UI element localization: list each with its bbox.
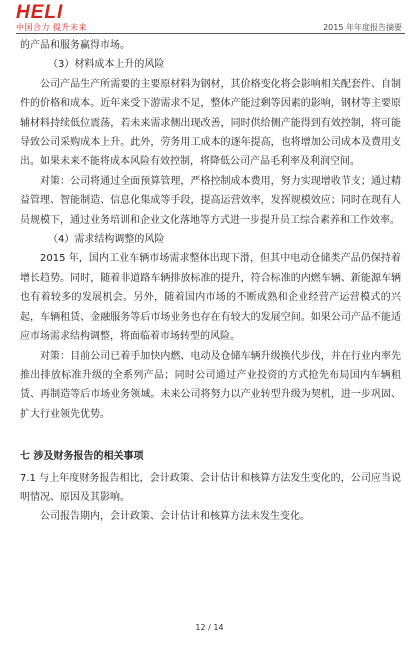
logo-mark: HELI [16, 2, 64, 23]
risk-4-description: 2015 年，国内工业车辆市场需求整体出现下滑，但其中电动仓储类产品仍保持着增长趋势。同时，随着非道路车辆排放标准的提升，符合标准的内燃车辆、新能源车辆也有着较多的发展机会。另外，随着国内市场的不断成熟和企业经营产运营模式的兴起，车辆租赁、金融服务等后市场业务也存在有较大的发展空间。如果公司产品不能适应市场需求结构调整，将面临着市场转型的风险。 [20, 253, 401, 343]
paragraph-continued: 的产品和服务赢得市场。 [20, 40, 130, 51]
report-title: 2015 年年度报告摘要 [323, 23, 402, 32]
page-content [20, 36, 401, 527]
item-7-1: 7.1 与上年度财务报告相比，会计政策、会计估计和核算方法发生变化的，公司应当说明情况、原因及其影响。 [20, 472, 401, 503]
logo-tagline: 中国合力 提升未来 [16, 23, 88, 32]
page-header [0, 0, 419, 34]
page-number: 12 / 14 [195, 623, 224, 632]
header-divider [16, 33, 405, 34]
risk-3-countermeasure: 对策：公司将通过全面预算管理，严格控制成本费用，努力实现增收节支；通过精益管理、智能制造、信息化集成等手段，提高运营效率，发挥规模效应；同时在现有人员规模下，通过业务培训和企业文化落地等方式进一步提升员工综合素养和工作效率。 [20, 175, 401, 226]
risk-3-description: 公司产品生产所需要的主要原材料为钢材，其价格变化将会影响相关配套件、自制件的价格和成本。近年来受下游需求不足，整体产能过剩等因素的影响，钢材等主要原辅材料持续低位震荡，若未来需求侧出现改善，同时供给侧产能得到有效控制，将可能导致公司采购成本上升。此外，劳务用工成本的逐年提高，也将增加公司成本及费用支出。如果未来不能将成本风险有效控制，将降低公司产品毛利率及利润空间。 [20, 78, 401, 168]
heli-logo [16, 4, 87, 33]
risk-4-heading: （4）需求结构调整的风险 [48, 234, 165, 246]
risk-3-heading: （3）材料成本上升的风险 [48, 59, 165, 71]
risk-4-countermeasure: 对策：目前公司已着手加快内燃、电动及仓储车辆升级换代步伐，并在行业内率先推出排放标准升级的全系列产品；同时公司通过产业投资的方式抢先布局国内车辆租赁、再制造等后市场业务领域。未来公司将努力以产业转型升级为契机，进一步巩固、扩大行业领先优势。 [20, 350, 401, 420]
section-7-heading: 七 涉及财务报告的相关事项 [20, 451, 144, 463]
item-7-1-answer: 公司报告期内，会计政策、会计估计和核算方法未发生变化。 [40, 511, 310, 523]
